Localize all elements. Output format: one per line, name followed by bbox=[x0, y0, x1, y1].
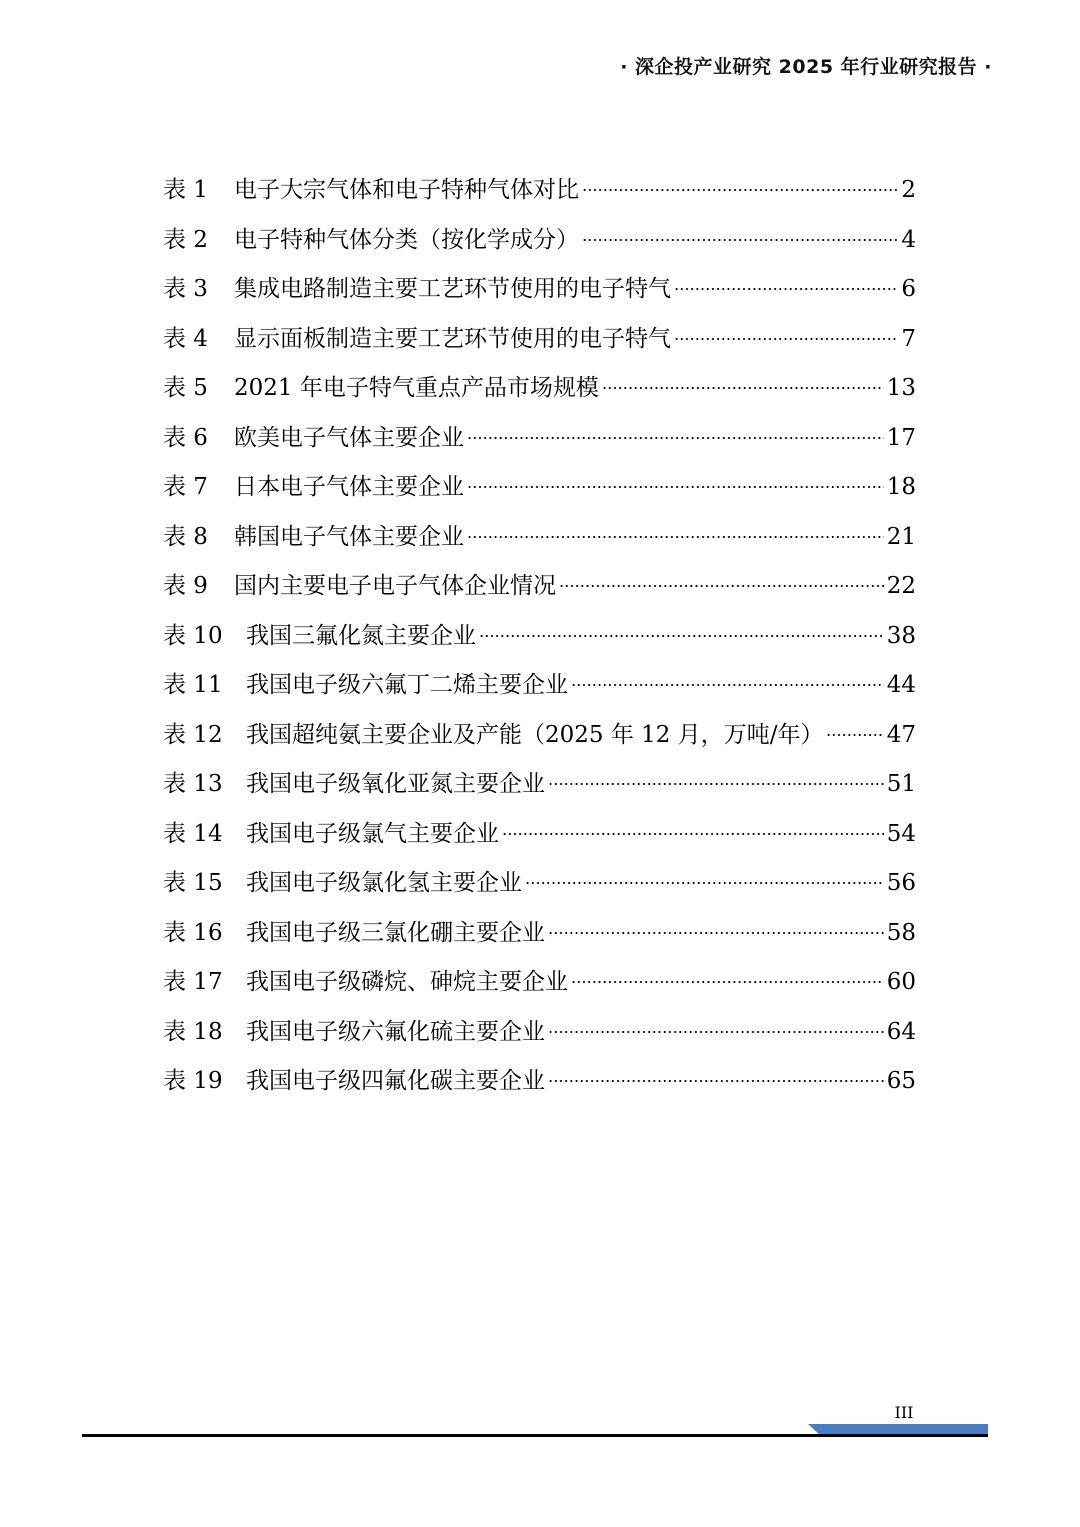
toc-entry-label: 表 15 bbox=[163, 870, 223, 896]
toc-entry-label: 表 17 bbox=[163, 969, 223, 995]
footer-rule bbox=[82, 1434, 988, 1437]
toc-entry-page: 38 bbox=[886, 622, 916, 649]
toc-entry-title: 我国电子级磷烷、砷烷主要企业 bbox=[246, 969, 568, 995]
toc-entry-page: 51 bbox=[886, 771, 916, 797]
toc-entry[interactable] bbox=[163, 612, 916, 662]
dot-leader bbox=[602, 387, 884, 389]
dot-leader bbox=[571, 684, 884, 686]
toc-entry[interactable] bbox=[163, 760, 916, 810]
toc-entry-title: 电子特种气体分类（按化学成分） bbox=[234, 226, 579, 253]
toc-entry[interactable] bbox=[163, 265, 916, 315]
toc-entry-title: 我国电子级六氟化硫主要企业 bbox=[246, 1018, 545, 1045]
toc-entry-page: 13 bbox=[886, 375, 916, 401]
toc-entry-page: 4 bbox=[901, 226, 916, 253]
toc-entry-label: 表 11 bbox=[163, 672, 223, 698]
toc-entry-title: 我国电子级四氟化碳主要企业 bbox=[246, 1068, 545, 1094]
toc-entry[interactable] bbox=[163, 315, 916, 365]
toc-entry[interactable] bbox=[163, 364, 916, 414]
toc-entry-label: 表 2 bbox=[163, 226, 208, 253]
toc-entry-label: 表 10 bbox=[163, 622, 223, 649]
dot-leader bbox=[548, 932, 884, 934]
dot-leader bbox=[525, 882, 884, 884]
toc-entry-page: 58 bbox=[886, 919, 916, 946]
toc-entry[interactable] bbox=[163, 661, 916, 711]
dot-leader bbox=[826, 734, 883, 736]
dot-leader bbox=[571, 981, 884, 983]
dot-leader bbox=[548, 1031, 884, 1033]
dot-leader bbox=[502, 833, 884, 835]
toc-entry-label: 表 3 bbox=[163, 276, 208, 302]
toc-entry-label: 表 14 bbox=[163, 820, 223, 847]
toc-entry-page: 60 bbox=[886, 969, 916, 995]
toc-entry-page: 6 bbox=[901, 276, 916, 302]
toc-entry-label: 表 1 bbox=[163, 177, 208, 203]
page-number: III bbox=[894, 1403, 914, 1422]
toc-entry-title: 欧美电子气体主要企业 bbox=[234, 424, 464, 451]
toc-entry-title: 我国超纯氨主要企业及产能（2025 年 12 月，万吨/年） bbox=[246, 721, 824, 748]
toc-entry-title: 我国电子级氧化亚氮主要企业 bbox=[246, 771, 545, 797]
toc-entry-title: 2021 年电子特气重点产品市场规模 bbox=[234, 375, 599, 401]
toc-entry-page: 54 bbox=[886, 820, 916, 847]
toc-entry-title: 国内主要电子电子气体企业情况 bbox=[234, 573, 556, 599]
toc-entry-page: 65 bbox=[886, 1068, 916, 1094]
dot-leader bbox=[674, 288, 898, 290]
toc-entry-page: 2 bbox=[901, 177, 916, 203]
table-of-tables bbox=[163, 166, 916, 1107]
toc-entry[interactable] bbox=[163, 1008, 916, 1058]
toc-entry-title: 我国电子级氯气主要企业 bbox=[246, 820, 499, 847]
footer-accent-bar bbox=[808, 1424, 988, 1434]
dot-leader bbox=[467, 437, 884, 439]
toc-entry-page: 44 bbox=[886, 672, 916, 698]
dot-leader bbox=[582, 239, 898, 241]
running-header: · 深企投产业研究 2025 年行业研究报告 · bbox=[620, 56, 992, 78]
toc-entry-label: 表 9 bbox=[163, 573, 208, 599]
toc-entry-title: 日本电子气体主要企业 bbox=[234, 474, 464, 500]
toc-entry-label: 表 4 bbox=[163, 325, 208, 352]
toc-entry[interactable] bbox=[163, 958, 916, 1008]
dot-leader bbox=[582, 189, 898, 191]
toc-entry[interactable] bbox=[163, 909, 916, 959]
toc-entry-page: 18 bbox=[886, 474, 916, 500]
toc-entry[interactable] bbox=[163, 1057, 916, 1107]
toc-entry[interactable] bbox=[163, 216, 916, 266]
toc-entry[interactable] bbox=[163, 414, 916, 464]
dot-leader bbox=[467, 536, 884, 538]
toc-entry-page: 64 bbox=[886, 1018, 916, 1045]
dot-leader bbox=[674, 338, 898, 340]
toc-entry-title: 我国电子级氯化氢主要企业 bbox=[246, 870, 522, 896]
toc-entry-title: 韩国电子气体主要企业 bbox=[234, 523, 464, 550]
toc-entry-title: 显示面板制造主要工艺环节使用的电子特气 bbox=[234, 325, 671, 352]
toc-entry-title: 我国三氟化氮主要企业 bbox=[246, 622, 476, 649]
toc-entry[interactable] bbox=[163, 166, 916, 216]
toc-entry-label: 表 5 bbox=[163, 375, 208, 401]
toc-entry[interactable] bbox=[163, 463, 916, 513]
dot-leader bbox=[559, 585, 884, 587]
toc-entry[interactable] bbox=[163, 562, 916, 612]
toc-entry-page: 56 bbox=[886, 870, 916, 896]
toc-entry-label: 表 16 bbox=[163, 919, 223, 946]
toc-entry-title: 我国电子级三氯化硼主要企业 bbox=[246, 919, 545, 946]
toc-entry-label: 表 12 bbox=[163, 721, 223, 748]
toc-entry-label: 表 18 bbox=[163, 1018, 223, 1045]
toc-entry-label: 表 7 bbox=[163, 474, 208, 500]
toc-entry-title: 电子大宗气体和电子特种气体对比 bbox=[234, 177, 579, 203]
toc-entry-label: 表 8 bbox=[163, 523, 208, 550]
toc-entry-label: 表 13 bbox=[163, 771, 223, 797]
dot-leader bbox=[548, 1080, 884, 1082]
toc-entry-page: 22 bbox=[886, 573, 916, 599]
toc-entry-label: 表 6 bbox=[163, 424, 208, 451]
toc-entry-page: 17 bbox=[886, 424, 916, 451]
toc-entry[interactable] bbox=[163, 711, 916, 761]
dot-leader bbox=[479, 635, 884, 637]
toc-entry-title: 我国电子级六氟丁二烯主要企业 bbox=[246, 672, 568, 698]
toc-entry-page: 7 bbox=[901, 325, 916, 352]
dot-leader bbox=[548, 783, 884, 785]
dot-leader bbox=[467, 486, 884, 488]
toc-entry[interactable] bbox=[163, 859, 916, 909]
toc-entry-page: 47 bbox=[886, 721, 916, 748]
toc-entry[interactable] bbox=[163, 513, 916, 563]
toc-entry-title: 集成电路制造主要工艺环节使用的电子特气 bbox=[234, 276, 671, 302]
toc-entry[interactable] bbox=[163, 810, 916, 860]
toc-entry-label: 表 19 bbox=[163, 1068, 223, 1094]
toc-entry-page: 21 bbox=[886, 523, 916, 550]
